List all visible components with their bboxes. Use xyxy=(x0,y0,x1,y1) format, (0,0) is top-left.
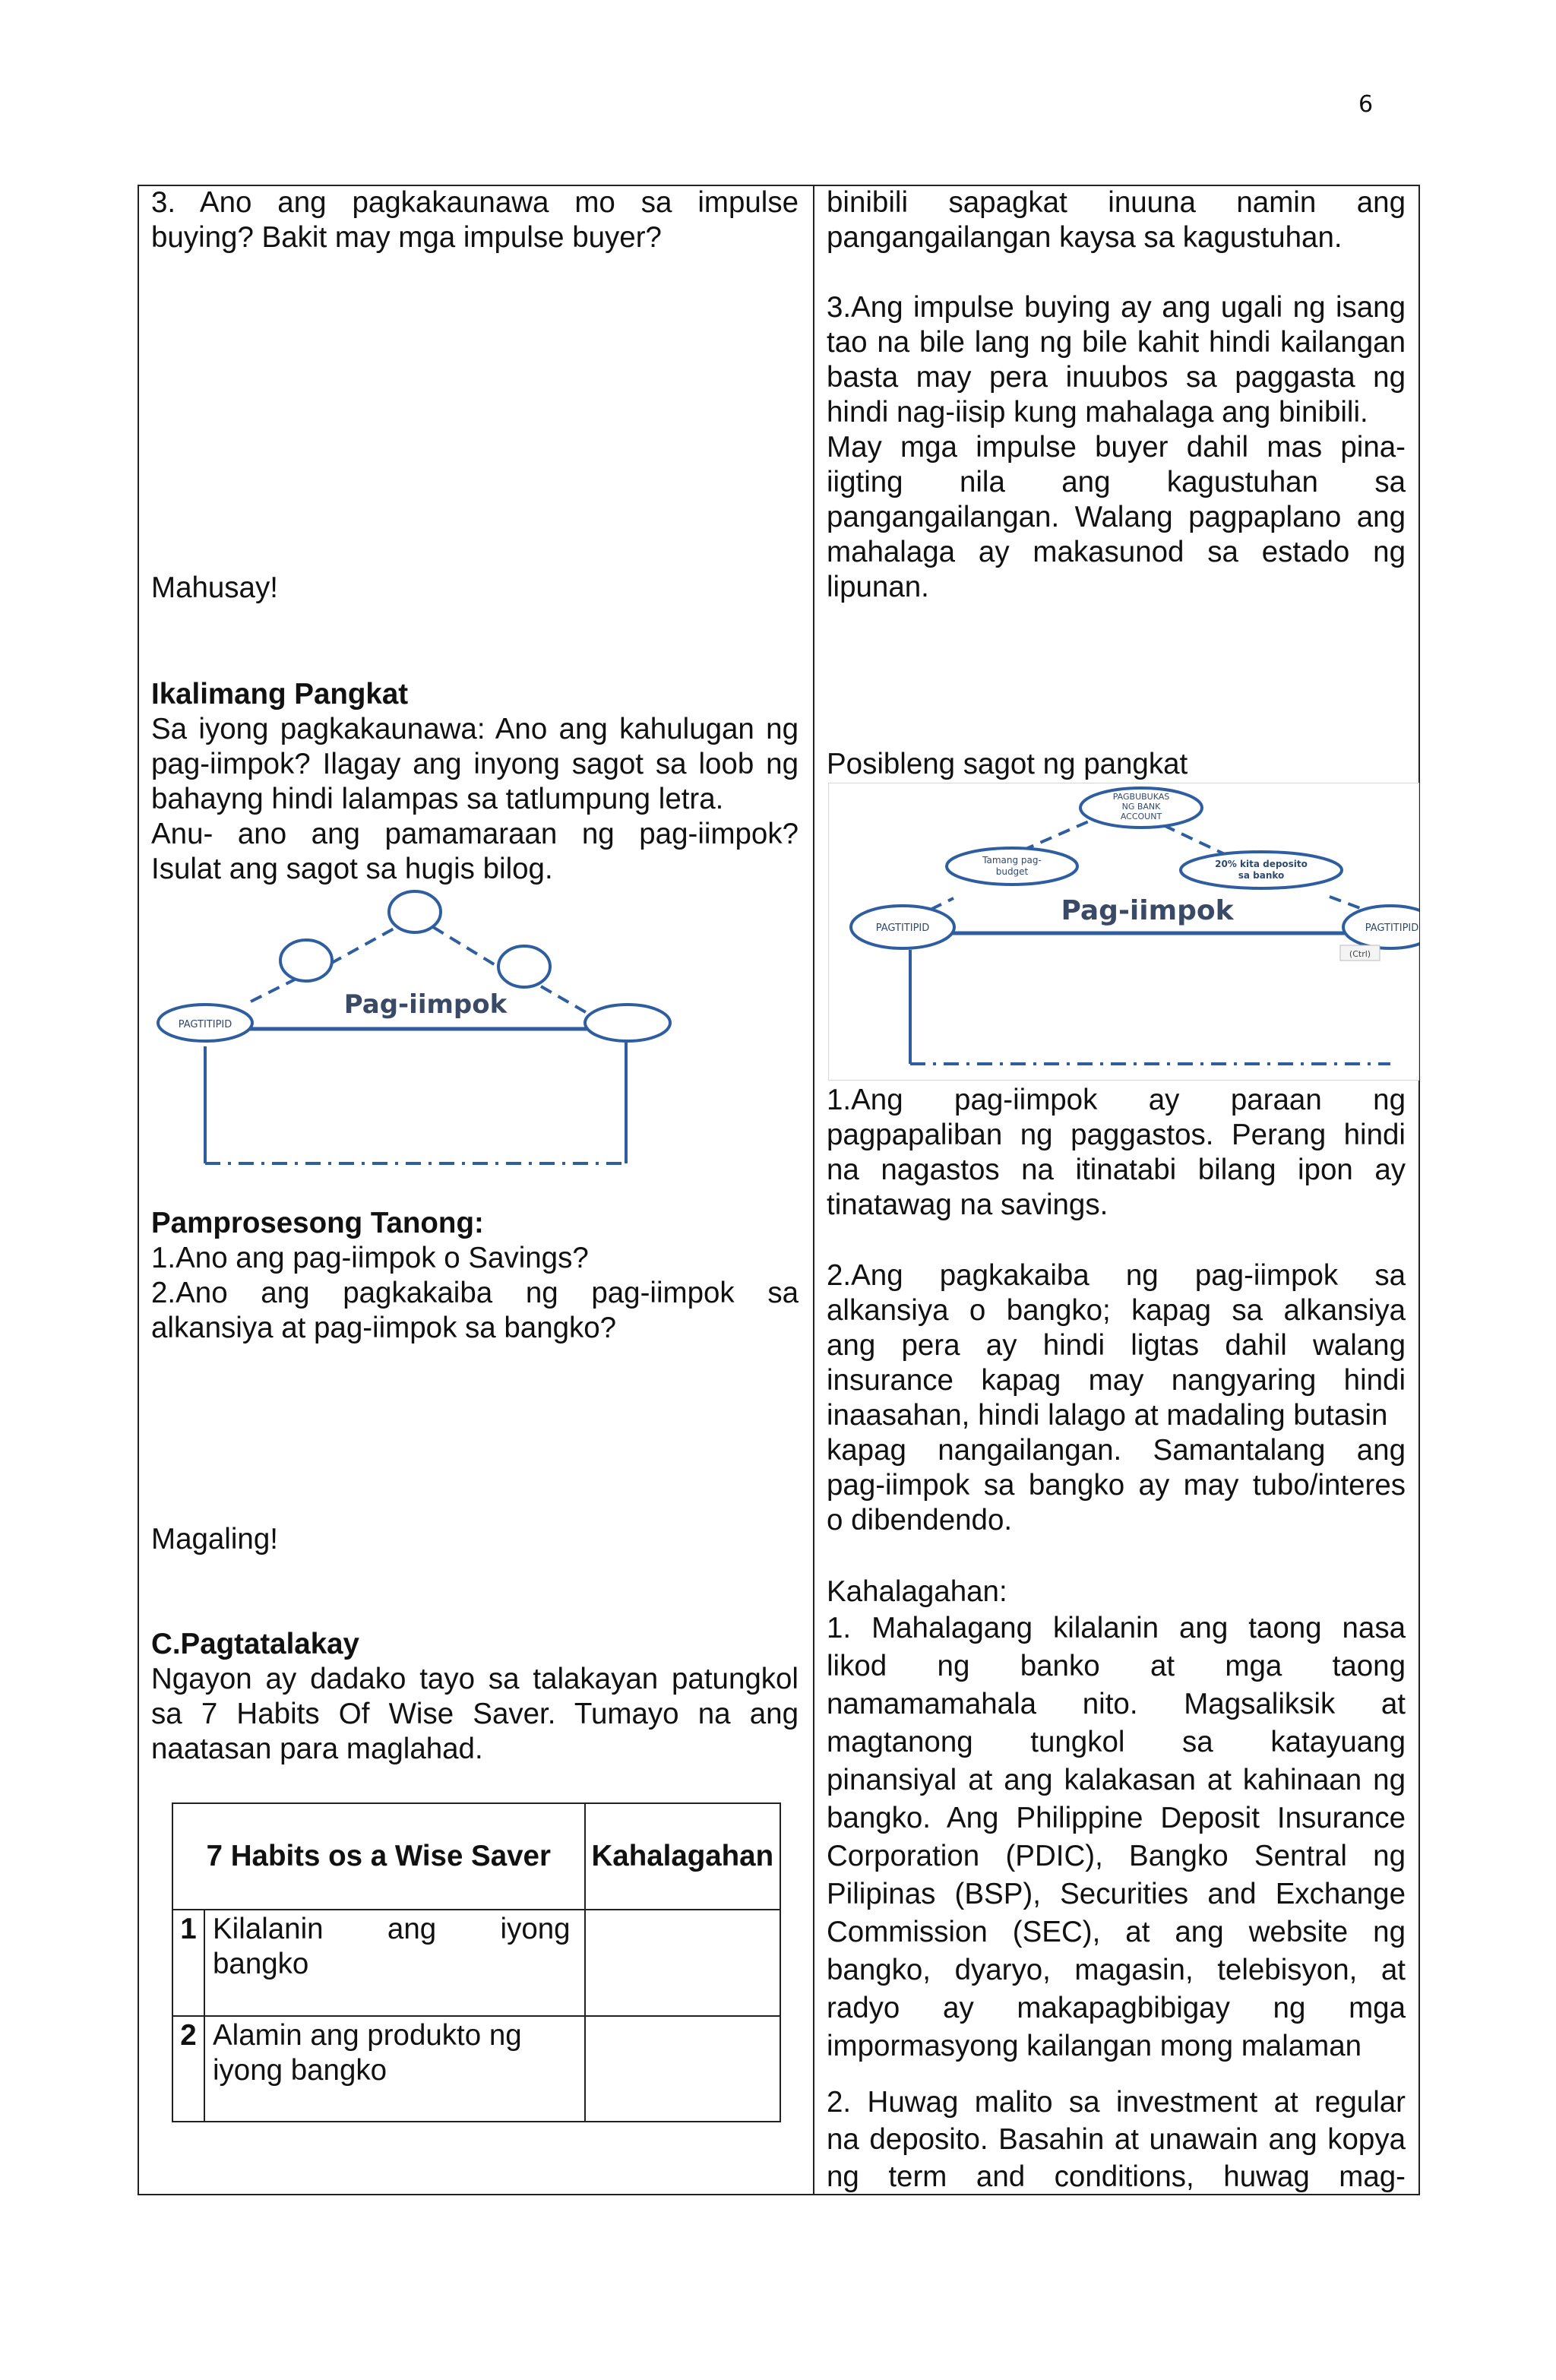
answer-line: tinatawag na savings. xyxy=(827,1188,1108,1221)
question-3 xyxy=(151,185,799,255)
pagtitipid-label: PAGTITIPID xyxy=(178,1019,232,1030)
table-header-row xyxy=(172,1803,780,1910)
answer-line: 2.Ang pagkakaiba ng pag-iimpok sa xyxy=(827,1259,1406,1292)
pagtitipid-label: PAGTITIPID xyxy=(1365,923,1419,934)
habit-line: bangko xyxy=(213,1948,309,1980)
kahalagahan-line: impormasyong kailangan mong malaman xyxy=(827,2030,1362,2062)
answer-3 xyxy=(827,290,1406,605)
column-divider xyxy=(813,185,814,2195)
blank-circle xyxy=(280,940,332,981)
kahalagahan-1 xyxy=(827,1609,1406,2065)
answer-line: lipunan. xyxy=(827,571,929,603)
answer-line: ang pera ay hindi ligtas dahil walang xyxy=(827,1329,1406,1362)
kahalagahan-line: ng term and conditions, huwag mag- xyxy=(827,2160,1406,2193)
section-c-title: .Pagtatalakay xyxy=(172,1628,359,1660)
answer-2 xyxy=(827,1258,1406,1538)
pagtitipid-label: PAGTITIPID xyxy=(875,923,930,934)
section-c-text xyxy=(151,1662,799,1767)
roof-dash xyxy=(541,986,590,1014)
question-line: alkansiya at pag-iimpok sa bangko? xyxy=(151,1312,617,1344)
question-3-line: buying? Bakit may mga impulse buyer? xyxy=(151,221,662,254)
row-importance xyxy=(585,2016,780,2122)
answer-line: pagpapaliban ng paggastos. Perang hindi xyxy=(827,1119,1406,1151)
blank-circle xyxy=(498,946,550,987)
row-habit xyxy=(204,2016,585,2122)
answer-line: na nagastos na itinatabi bilang ipon ay xyxy=(827,1154,1406,1186)
kahalagahan-line: Commission (SEC), at ang website ng xyxy=(827,1916,1406,1948)
praise-magaling: Magaling! xyxy=(151,1523,278,1556)
habit-line: Kilalanin ang iyong xyxy=(213,1913,571,1945)
answer-continuation xyxy=(827,185,1406,255)
kahalagahan-line: likod ng banko at mga taong xyxy=(827,1650,1406,1682)
blank-circle xyxy=(585,1005,670,1041)
bank-account-label: ACCOUNT xyxy=(1120,812,1162,821)
row-habit xyxy=(204,1910,585,2016)
section-c-line: sa 7 Habits Of Wise Saver. Tumayo na ang xyxy=(151,1698,799,1730)
page-number: 6 xyxy=(1358,91,1374,118)
kahalagahan-line: na deposito. Basahin at unawain ang kopya xyxy=(827,2123,1406,2156)
kahalagahan-line: bangko, dyaryo, magasin, telebisyon, at xyxy=(827,1954,1406,1986)
header-importance: Kahalagahan xyxy=(585,1803,780,1910)
kahalagahan-2 xyxy=(827,2084,1406,2195)
roof-dash xyxy=(330,927,397,964)
kahalagahan-line: pinansiyal at ang kalakasan at kahinaan ng xyxy=(827,1764,1406,1796)
answer-line: inaasahan, hindi lalago at madaling butasin xyxy=(827,1399,1388,1432)
table-row xyxy=(172,2016,780,2122)
section-c-line: naatasan para maglahad. xyxy=(151,1733,483,1765)
budget-label: budget xyxy=(995,866,1029,877)
roof-dash xyxy=(433,927,501,969)
answer-line: mahalaga ay makasunod sa estado ng xyxy=(827,536,1406,568)
roof-dash xyxy=(251,979,296,1002)
answer-line: basta may pera inuubos sa paggasta ng xyxy=(827,361,1406,394)
answer-line: pangangailangan kaysa sa kagustuhan. xyxy=(827,221,1343,254)
kahalagahan-title: Kahalagahan: xyxy=(827,1575,1007,1608)
question-line: 2.Ano ang pagkakaiba ng pag-iimpok sa xyxy=(151,1277,799,1309)
row-number: 2 xyxy=(172,2016,204,2122)
wise-saver-table xyxy=(172,1802,781,2122)
kahalagahan-line: 1. Mahalagang kilalanin ang taong nasa xyxy=(827,1612,1406,1644)
answer-line: insurance kapag may nangyaring hindi xyxy=(827,1364,1406,1397)
answer-line: pangangailangan. Walang pagpaplano ang xyxy=(827,501,1406,533)
answer-line: o dibendendo. xyxy=(827,1504,1013,1537)
section-c-letter: C xyxy=(151,1628,172,1660)
section-c-line: Ngayon ay dadako tayo sa talakayan patungkol xyxy=(151,1663,799,1695)
kahalagahan-line: magtanong tungkol sa katayuang xyxy=(827,1726,1406,1758)
question-line: 1.Ano ang pag-iimpok o Savings? xyxy=(151,1242,589,1274)
answer-line: alkansiya o bangko; kapag sa alkansiya xyxy=(827,1294,1406,1327)
habit-line: Alamin ang produkto ng xyxy=(213,2019,522,2052)
kahalagahan-line: bangko. Ang Philippine Deposit Insurance xyxy=(827,1802,1406,1834)
blank-circle xyxy=(389,891,441,932)
instruction-line: pag-iimpok? Ilagay ang inyong sagot sa loob ng xyxy=(151,748,799,780)
kahalagahan-line: Corporation (PDIC), Bangko Sentral ng xyxy=(827,1840,1406,1872)
answer-line: 1.Ang pag-iimpok ay paraan ng xyxy=(827,1084,1406,1116)
kahalagahan-line: namamamahala nito. Magsaliksik at xyxy=(827,1688,1406,1720)
answer-line: kapag nangailangan. Samantalang ang xyxy=(827,1434,1406,1467)
section-c-heading xyxy=(151,1627,799,1662)
kahalagahan-line: radyo ay makapagbibigay ng mga xyxy=(827,1992,1406,2024)
pag-iimpok-roof-label: Pag-iimpok xyxy=(1061,895,1234,926)
instruction-line: Sa iyong pagkakaunawa: Ano ang kahulugan ng xyxy=(151,713,799,745)
answer-line: hindi nag-iisip kung mahalaga ang binibili. xyxy=(827,396,1368,429)
kahalagahan-line: 2. Huwag malito sa investment at regular xyxy=(827,2086,1406,2119)
answer-1 xyxy=(827,1083,1406,1223)
table-row xyxy=(172,1910,780,2016)
answer-line: tao na bile lang ng bile kahit hindi kailangan xyxy=(827,326,1406,359)
answer-line: 3.Ang impulse buying ay ang ugali ng isang xyxy=(827,291,1406,324)
answer-savings-house-diagram xyxy=(828,783,1419,1081)
bank-account-label: PAGBUBUKAS xyxy=(1112,792,1170,802)
praise-mahusay: Mahusay! xyxy=(151,571,278,604)
answer-line: May mga impulse buyer dahil mas pina- xyxy=(827,431,1406,464)
answer-line: iigting nila ang kagustuhan sa xyxy=(827,466,1406,498)
possible-answer-label: Posibleng sagot ng pangkat xyxy=(827,748,1188,780)
answer-line: binibili sapagkat inuuna namin ang xyxy=(827,186,1406,219)
pag-iimpok-roof-label: Pag-iimpok xyxy=(343,989,508,1020)
group-instructions xyxy=(151,712,799,887)
deposit-label: 20% kita deposito xyxy=(1215,859,1308,869)
pamprosesong-questions xyxy=(151,1241,799,1346)
paste-options-label: (Ctrl) xyxy=(1349,949,1371,959)
habit-line: iyong bangko xyxy=(213,2054,387,2087)
group-title: Ikalimang Pangkat xyxy=(151,678,409,711)
deposit-label: sa banko xyxy=(1238,870,1285,881)
answer-line: pag-iimpok sa bangko ay may tubo/interes xyxy=(827,1469,1406,1502)
bank-account-label: NG BANK xyxy=(1121,802,1161,812)
instruction-line: bahayng hindi lalampas sa tatlumpung letra. xyxy=(151,783,724,815)
question-3-line: 3. Ano ang pagkakaunawa mo sa impulse xyxy=(151,186,799,219)
header-habit: 7 Habits os a Wise Saver xyxy=(172,1803,585,1910)
row-importance xyxy=(585,1910,780,2016)
budget-label: Tamang pag- xyxy=(982,855,1042,866)
kahalagahan-line: Pilipinas (BSP), Securities and Exchange xyxy=(827,1878,1406,1910)
instruction-line: Isulat ang sagot sa hugis bilog. xyxy=(151,853,553,885)
row-number: 1 xyxy=(172,1910,204,2016)
instruction-line: Anu- ano ang pamamaraan ng pag-iimpok? xyxy=(151,818,799,850)
pamprosesong-title: Pamprosesong Tanong: xyxy=(151,1207,484,1239)
blank-savings-house-diagram xyxy=(152,885,684,1174)
